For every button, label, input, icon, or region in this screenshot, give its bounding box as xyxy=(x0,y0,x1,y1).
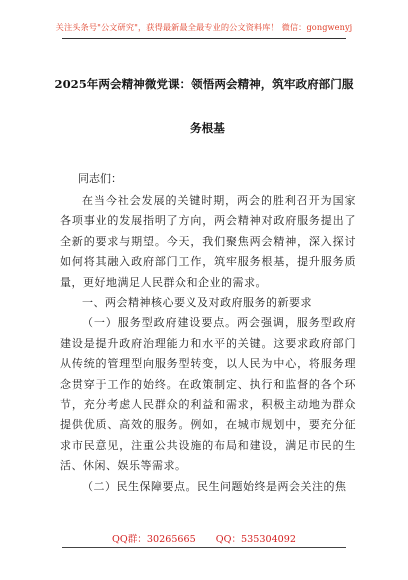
greeting: 同志们： xyxy=(78,172,122,185)
document-title-line1: 2025年两会精神微党课：领悟两会精神，筑牢政府部门服 xyxy=(54,77,354,91)
footer-divider xyxy=(62,547,346,548)
footer-qq-contact: QQ：535304092 xyxy=(215,534,296,545)
footer-qq-group: QQ群：30265665 xyxy=(111,534,196,545)
paragraph-service-government: （一）服务型政府建设要点。两会强调，服务型政府建设是提升政府治理能力和水平的关键。这要求政府部门从传统的管理型向服务型转变，以人民为中心，将服务理念贯穿于工作的始终。在政策制定、执行和监督的各个环节，充分考虑人民群众的利益和需求，积极主动地为群众提供优质、高效的服务。例如，在城市规划中，要充分征求市民意见，注重公共设施的布局和建设，满足市民的生活、休闲、娱乐等需求。 xyxy=(60,316,356,473)
section-heading-1: 一、两会精神核心要义及对政府服务的新要求 xyxy=(82,296,312,310)
paragraph-livelihood: （二）民生保障要点。民生问题始终是两会关注的焦 xyxy=(82,479,347,493)
document-body xyxy=(60,191,356,497)
paragraph-intro: 在当今社会发展的关键时期，两会的胜利召开为国家各项事业的发展指明了方向，两会精神对政府服务提出了全新的要求与期望。今天，我们聚焦两会精神，深入探讨如何将其融入政府部门工作，筑牢服务根基，提升服务质量，更好地满足人民群众和企业的需求。 xyxy=(60,194,356,289)
footer xyxy=(0,531,408,545)
header-banner: 关注头条号"公文研究"，获得最新最全最专业的公文资料库！ 微信：gongwenyj xyxy=(55,22,353,32)
document-title-line2: 务根基 xyxy=(190,121,225,135)
header-divider xyxy=(62,38,346,39)
